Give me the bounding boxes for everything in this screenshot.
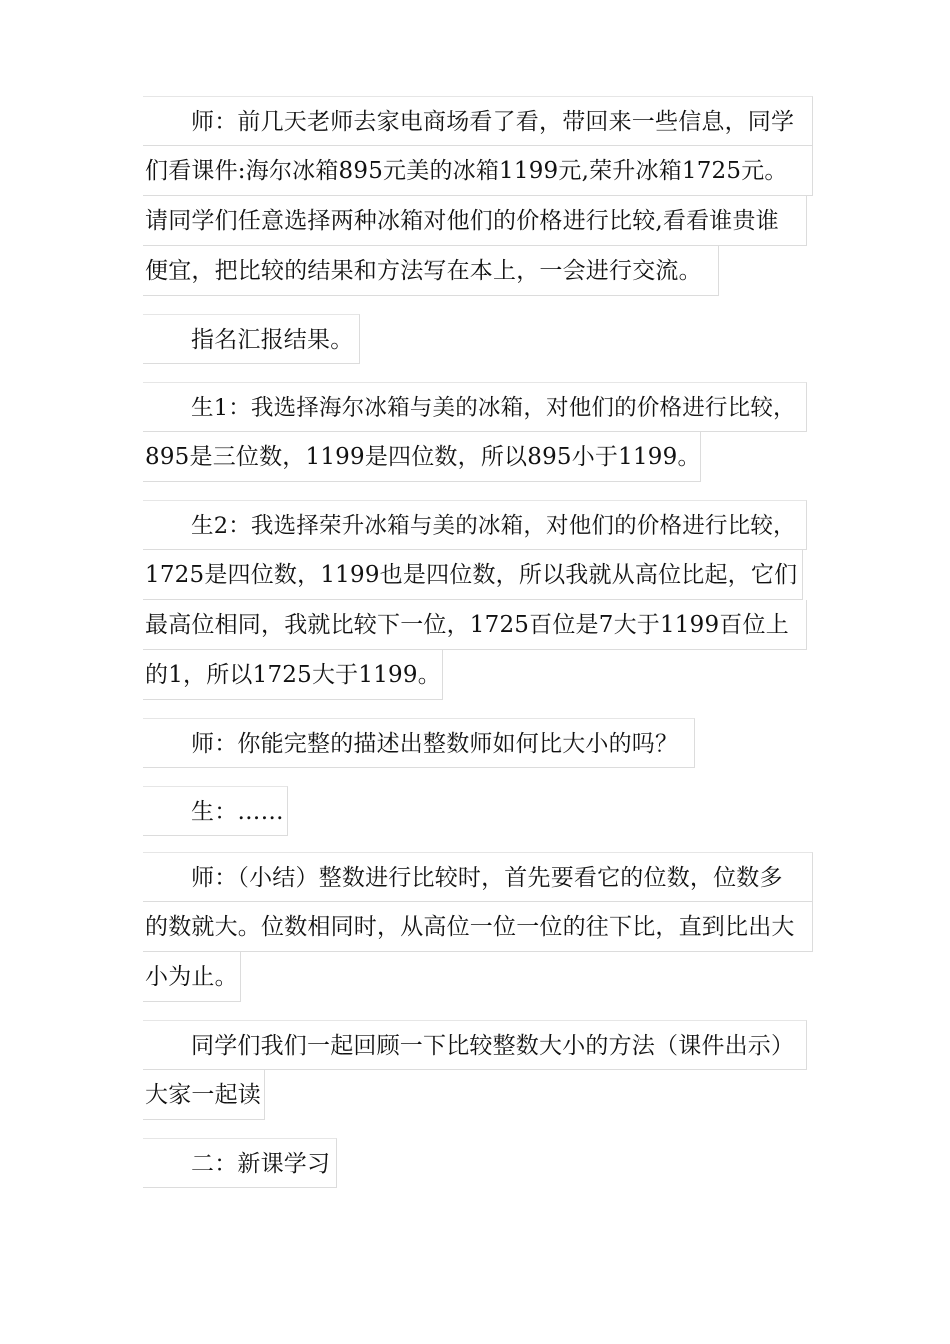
paragraph-line: 生1：我选择海尔冰箱与美的冰箱，对他们的价格进行比较， <box>143 382 807 432</box>
paragraph-teacher-question <box>143 718 695 768</box>
paragraph-line: 二：新课学习 <box>143 1138 337 1188</box>
paragraph-teacher-summary <box>143 852 813 1002</box>
paragraph-line: 生：…… <box>143 786 288 836</box>
paragraph-line: 大家一起读 <box>143 1070 265 1120</box>
paragraph-line: 师：前几天老师去家电商场看了看，带回来一些信息，同学 <box>143 96 813 146</box>
paragraph-line: 小为止。 <box>143 952 241 1002</box>
paragraph-student-1 <box>143 382 807 482</box>
section-heading-new-lesson <box>143 1138 337 1188</box>
paragraph-teacher-intro <box>143 96 813 296</box>
paragraph-review-method <box>143 1020 807 1120</box>
paragraph-line: 师：（小结）整数进行比较时，首先要看它的位数，位数多 <box>143 852 813 902</box>
paragraph-student-2 <box>143 500 807 700</box>
paragraph-line: 同学们我们一起回顾一下比较整数大小的方法（课件出示） <box>143 1020 807 1070</box>
paragraph-student-answer <box>143 786 288 836</box>
paragraph-line: 1725是四位数，1199也是四位数，所以我就从高位比起，它们 <box>143 550 803 600</box>
paragraph-line: 指名汇报结果。 <box>143 314 360 364</box>
paragraph-line: 们看课件:海尔冰箱895元美的冰箱1199元,荣升冰箱1725元。 <box>143 146 813 196</box>
paragraph-line: 的1，所以1725大于1199。 <box>143 650 443 700</box>
paragraph-line: 最高位相同，我就比较下一位，1725百位是7大于1199百位上 <box>143 600 807 650</box>
paragraph-line: 请同学们任意选择两种冰箱对他们的价格进行比较,看看谁贵谁 <box>143 196 807 246</box>
paragraph-line: 895是三位数，1199是四位数，所以895小于1199。 <box>143 432 701 482</box>
paragraph-line: 生2：我选择荣升冰箱与美的冰箱，对他们的价格进行比较， <box>143 500 807 550</box>
paragraph-report-results <box>143 314 360 364</box>
paragraph-line: 便宜，把比较的结果和方法写在本上，一会进行交流。 <box>143 246 719 296</box>
paragraph-line: 师：你能完整的描述出整数师如何比大小的吗？ <box>143 718 695 768</box>
paragraph-line: 的数就大。位数相同时，从高位一位一位的往下比，直到比出大 <box>143 902 813 952</box>
